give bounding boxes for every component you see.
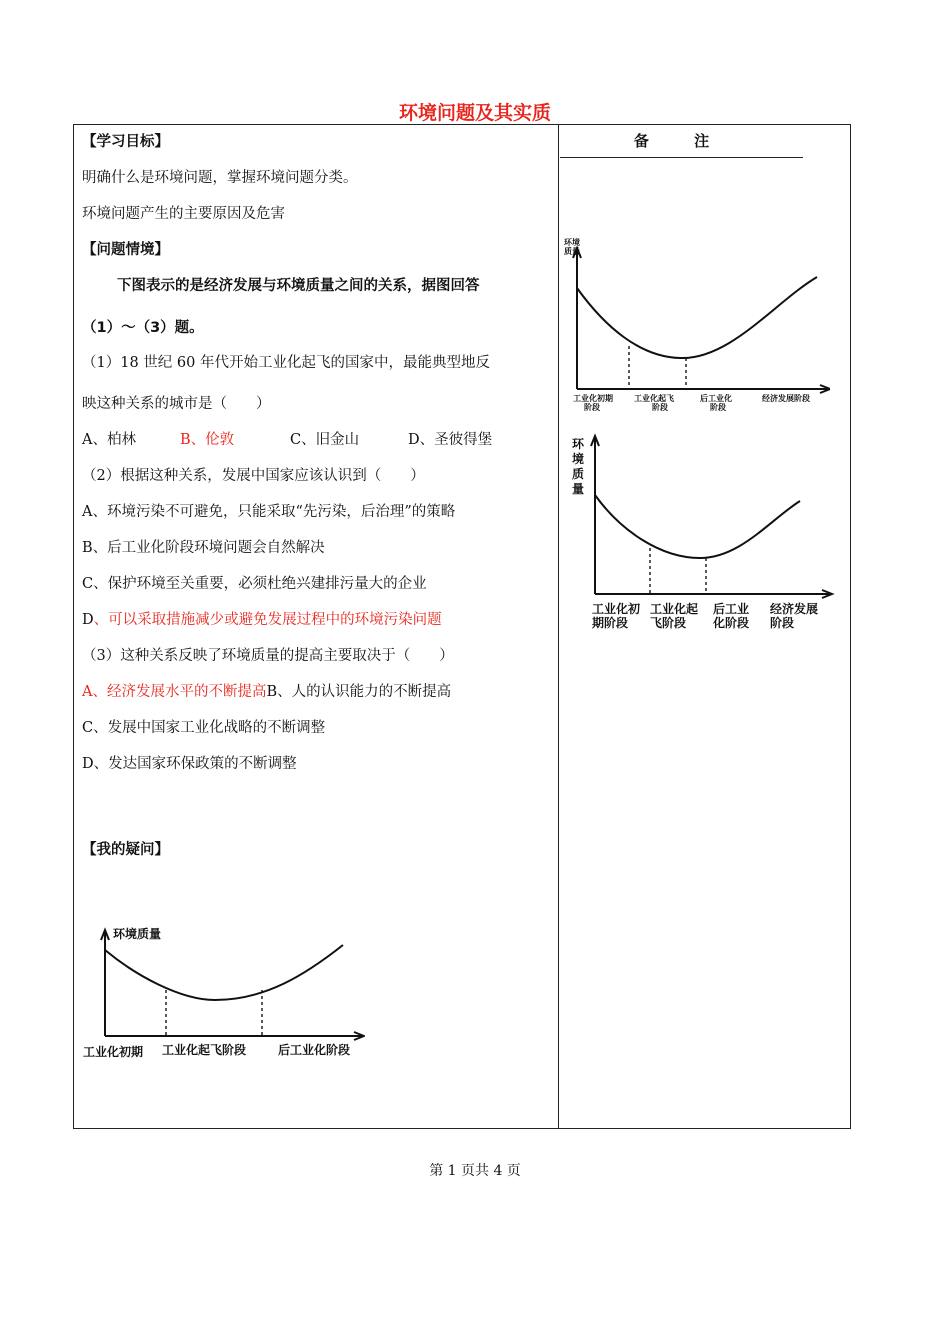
q1-option-a: A、柏林: [82, 432, 136, 448]
q2-option-b: B、后工业化阶段环境问题会自然解决: [82, 540, 325, 556]
chart-top-x-label-4: 经济发展阶段: [762, 394, 810, 403]
chart-top-curve: [577, 277, 817, 358]
chart-bottom-x-label-2: 工业化起飞阶段: [162, 1043, 247, 1057]
notes-header-rule: [560, 157, 803, 158]
chart-middle-curve: [595, 495, 800, 558]
objective-2: 环境问题产生的主要原因及危害: [82, 206, 285, 222]
chart-middle-y-label-3: 质: [572, 467, 585, 481]
q3-option-b: B、人的认识能力的不断提高: [266, 684, 452, 700]
chart-middle-x-label-2b: 飞阶段: [650, 616, 687, 630]
chart-middle-x-label-3a: 后工业: [713, 602, 750, 616]
chart-middle-x-label-1b: 期阶段: [592, 616, 629, 630]
chart-top-x-label-2a: 工业化起飞: [634, 394, 674, 403]
chart-middle-y-label-4: 量: [572, 482, 585, 496]
q1-stem-line-1: （1）18 世纪 60 年代开始工业化起飞的国家中，最能典型地反: [82, 355, 490, 371]
column-divider: [558, 124, 559, 1129]
q1-option-b: B、伦敦: [180, 432, 235, 448]
chart-middle-axes: [591, 436, 832, 598]
chart-top-axes: [573, 248, 830, 393]
chart-top-x-label-3b: 阶段: [710, 403, 726, 412]
chart-top-x-label-1a: 工业化初期: [573, 394, 613, 403]
q1-stem-line-2: 映这种关系的城市是（ ）: [82, 396, 271, 412]
chart-middle-x-label-4a: 经济发展: [770, 602, 819, 616]
page-title: 环境问题及其实质: [398, 102, 551, 124]
q3-stem: （3）这种关系反映了环境质量的提高主要取决于（ ）: [82, 648, 454, 664]
objectives-heading: 【学习目标】: [82, 134, 169, 150]
chart-bottom-y-label: 环境质量: [113, 927, 162, 941]
objective-1: 明确什么是环境问题，掌握环境问题分类。: [82, 170, 358, 186]
chart-bottom-curve: [105, 945, 343, 1000]
q2-option-a: A、环境污染不可避免，只能采取“先污染，后治理”的策略: [82, 504, 456, 520]
intro-line-2: （1）～（3）题。: [82, 320, 204, 336]
q3-option-c: C、发展中国家工业化战略的不断调整: [82, 720, 326, 736]
q1-option-c: C、旧金山: [290, 432, 360, 448]
intro-line-1: 下图表示的是经济发展与环境质量之间的关系，据图回答: [117, 278, 480, 294]
chart-top: [560, 232, 830, 416]
chart-middle-x-label-3b: 化阶段: [713, 616, 750, 630]
chart-middle-x-label-1a: 工业化初: [592, 602, 641, 616]
q2-stem: （2）根据这种关系，发展中国家应该认识到（ ）: [82, 468, 425, 484]
chart-middle-x-label-2a: 工业化起: [650, 602, 699, 616]
q2-option-d-text: 、可以采取措施减少或避免发展过程中的环境污染问题: [93, 612, 442, 628]
chart-top-x-label-3a: 后工业化: [700, 394, 732, 403]
page-footer: 第 1 页共 4 页: [429, 1163, 521, 1179]
chart-top-x-label-1b: 阶段: [584, 403, 600, 412]
notes-header: 备 注: [633, 132, 730, 150]
chart-middle-x-label-4b: 阶段: [770, 616, 795, 630]
q3-option-a: A、经济发展水平的不断提高: [82, 684, 267, 700]
q2-option-d: [82, 608, 442, 629]
chart-middle-y-label-2: 境: [572, 452, 585, 466]
chart-bottom: [80, 920, 365, 1065]
situation-heading: 【问题情境】: [82, 242, 169, 258]
chart-top-y-label-1: 环境: [564, 238, 580, 247]
chart-top-x-label-2b: 阶段: [652, 403, 668, 412]
q1-option-d: D、圣彼得堡: [408, 432, 493, 448]
chart-top-y-label-2: 质量: [564, 247, 580, 256]
q3-options-ab: [82, 680, 451, 701]
q2-option-c: C、保护环境至关重要，必须杜绝兴建排污量大的企业: [82, 576, 427, 592]
chart-bottom-x-label-3: 后工业化阶段: [278, 1043, 351, 1057]
q2-option-d-letter: D: [82, 612, 94, 628]
q3-option-d: D、发达国家环保政策的不断调整: [82, 756, 297, 772]
chart-middle: [565, 432, 835, 632]
chart-bottom-x-label-1: 工业化初期: [83, 1045, 144, 1059]
my-questions-heading: 【我的疑问】: [82, 842, 169, 858]
chart-bottom-axes: [101, 930, 364, 1040]
q1-options: [82, 428, 492, 449]
chart-middle-y-label-1: 环: [572, 437, 585, 451]
